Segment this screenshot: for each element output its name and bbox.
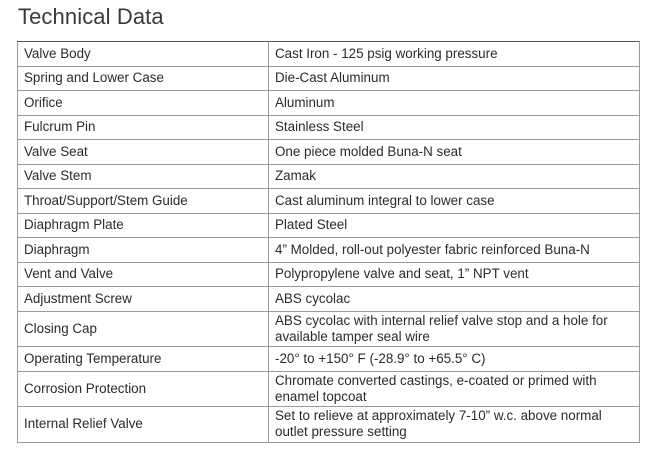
- row-value: -20° to +150° F (-28.9° to +65.5° C): [269, 347, 640, 372]
- row-label: Throat/Support/Stem Guide: [18, 189, 269, 214]
- row-label: Orifice: [18, 91, 269, 116]
- row-label: Valve Stem: [18, 164, 269, 189]
- table-row: [18, 262, 640, 287]
- row-value: Stainless Steel: [269, 115, 640, 140]
- row-value: Zamak: [269, 164, 640, 189]
- table-row: [18, 213, 640, 238]
- table-row: [18, 140, 640, 165]
- page-title: Technical Data: [18, 4, 164, 29]
- row-value: Chromate converted castings, e-coated or primed with enamel topcoat: [269, 371, 640, 407]
- row-label: Vent and Valve: [18, 262, 269, 287]
- table-row: [18, 42, 640, 67]
- row-label: Valve Body: [18, 42, 269, 67]
- table-row: [18, 66, 640, 91]
- table-row: [18, 287, 640, 312]
- row-value: One piece molded Buna-N seat: [269, 140, 640, 165]
- table-row: [18, 115, 640, 140]
- row-label: Operating Temperature: [18, 347, 269, 372]
- row-value: Cast aluminum integral to lower case: [269, 189, 640, 214]
- row-label: Diaphragm: [18, 238, 269, 263]
- row-value: Die-Cast Aluminum: [269, 66, 640, 91]
- row-value: Polypropylene valve and seat, 1” NPT vent: [269, 262, 640, 287]
- row-label: Spring and Lower Case: [18, 66, 269, 91]
- table-row: [18, 407, 640, 443]
- row-value: 4” Molded, roll-out polyester fabric reinforced Buna-N: [269, 238, 640, 263]
- technical-data-table: [17, 41, 640, 443]
- table-row: [18, 189, 640, 214]
- table-row: [18, 347, 640, 372]
- row-value: Plated Steel: [269, 213, 640, 238]
- row-value: Aluminum: [269, 91, 640, 116]
- row-value: Cast Iron - 125 psig working pressure: [269, 42, 640, 67]
- table-row: [18, 371, 640, 407]
- row-label: Adjustment Screw: [18, 287, 269, 312]
- table-row: [18, 91, 640, 116]
- row-value: ABS cycolac with internal relief valve stop and a hole for available tamper seal wire: [269, 311, 640, 347]
- row-label: Fulcrum Pin: [18, 115, 269, 140]
- row-label: Internal Relief Valve: [18, 407, 269, 443]
- row-label: Corrosion Protection: [18, 371, 269, 407]
- row-label: Valve Seat: [18, 140, 269, 165]
- table-row: [18, 238, 640, 263]
- table-row: [18, 311, 640, 347]
- row-label: Closing Cap: [18, 311, 269, 347]
- row-value: Set to relieve at approximately 7-10” w.c. above normal outlet pressure setting: [269, 407, 640, 443]
- row-value: ABS cycolac: [269, 287, 640, 312]
- table-row: [18, 164, 640, 189]
- row-label: Diaphragm Plate: [18, 213, 269, 238]
